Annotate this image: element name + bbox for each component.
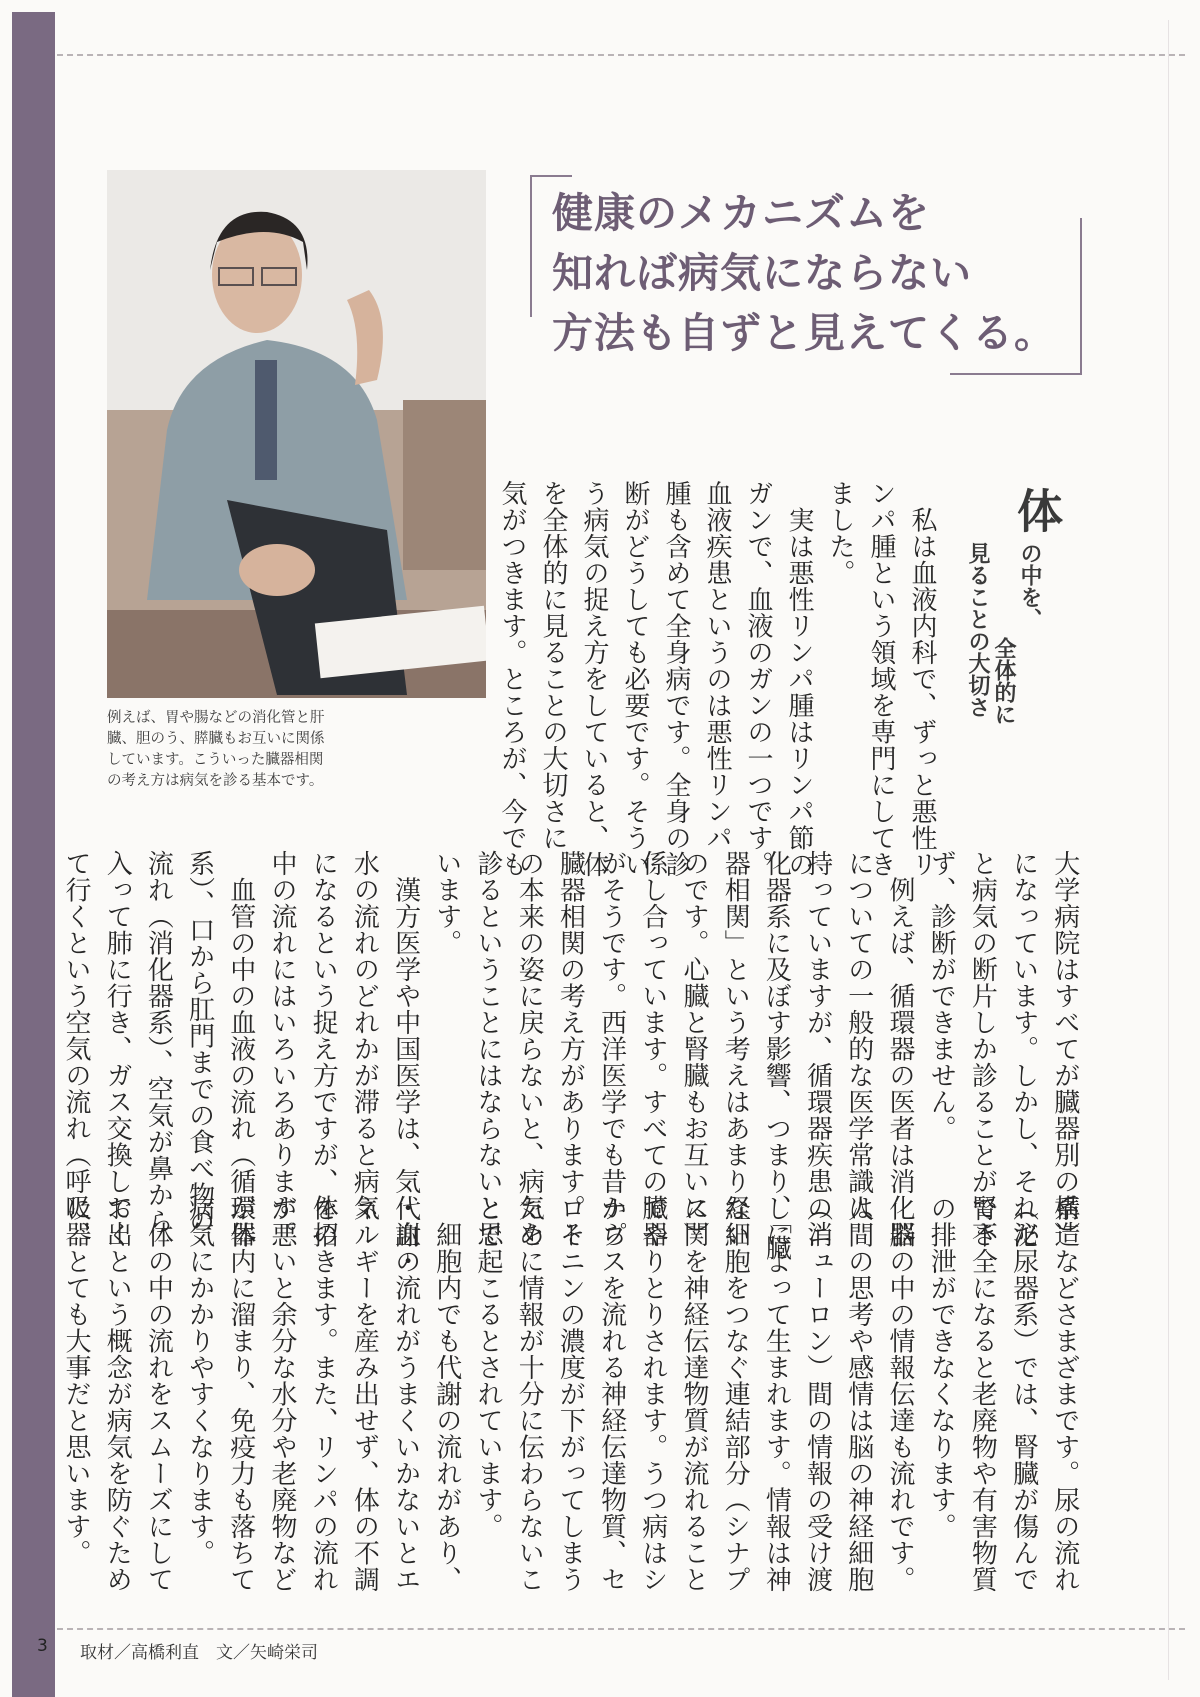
article-text-line: ために情報が十分に伝わらないこ [514,1195,545,1593]
caption-line: 臓、胆のう、膵臓もお互いに関係 [107,731,325,747]
article-text-line: ス）を神経伝達物質が流れること [679,1195,709,1593]
article-text-line: 持っていますが、循環器疾患の消 [802,850,833,1248]
article-text-line: （泌尿器系）では、腎臓が傷んで [1008,1195,1039,1593]
article-text-line: 気がつきます。ところが、今でも [497,480,527,878]
article-text-line: でやりとりされます。うつ病はシ [637,1195,668,1593]
article-text-line: を全体的に見ることの大切さに [538,480,568,851]
headline-line: 知れば病気にならない [552,249,972,297]
article-text-line: しによって生まれます。情報は神 [761,1195,792,1593]
article-text-line: ンパ腫という領域を専門にしてき [866,480,896,878]
article-text-line: おくという概念が病気を防ぐため [102,1195,133,1593]
article-text-line: を招きます。また、リンパの流れ [308,1195,339,1593]
article-text-line: に、とても大事だと思います。 [61,1195,91,1566]
top-dashed-rule [57,54,1185,56]
article-text-line: 細胞内でも代謝の流れがあり、 [431,1195,462,1593]
article-text-line: の本来の姿に戻らないと、病気を [514,850,545,1248]
left-accent-bar [12,12,55,1697]
article-text-line: が体内に溜まり、免疫力も落ちて [225,1195,256,1593]
subheading-part-3: 見ることの大切さ [965,542,990,718]
article-text-line: についての一般的な医学常識は [843,850,874,1221]
article-text-line: て行くという空気の流れ（呼吸器 [61,850,91,1248]
photo-caption [107,708,492,792]
article-text-line: 大学病院はすべてが臓器別の構造 [1049,850,1080,1248]
subheading-part-2: 全体的に [991,637,1016,725]
article-text-line: 中の流れにはいろいろあります。 [267,850,297,1248]
article-text-line: ネルギーを産み出せず、体の不調 [349,1195,380,1593]
article-text-line: 経細胞をつなぐ連結部分（シナプ [720,1195,751,1593]
article-text-line: 腫も含めて全身病です。全身の診 [661,480,691,878]
article-text-line: 臓器相関の考え方があります。そ [555,850,586,1248]
article-text-line: とで起こるとされています。 [473,1195,503,1540]
article-text-line: う病気の捉え方をしていると、体 [579,480,609,878]
article-text-line: ガンで、血液のガンの一つです。 [743,480,773,878]
article-text-line: います。 [431,850,462,956]
interview-photo [107,170,486,698]
caption-line: 例えば、胃や腸などの消化管と肝 [107,710,325,726]
article-text-line: 実は悪性リンパ腫はリンパ節の [784,480,814,878]
article-text-line: 化器系に及ぼす影響、つまり、「臓 [761,850,792,1261]
article-text-line: 体の中の流れをスムーズにして [143,1195,174,1593]
article-text-line: 入って肺に行き、ガス交換して出 [102,850,133,1248]
article-text-line: ず、診断ができません。 [926,850,957,1142]
article-text-line: 腎不全になると老廃物や有害物質 [967,1195,998,1593]
article-text-line: 器相関」という考えはあまりない [720,850,751,1248]
page-edge-line [1168,20,1169,1680]
article-text-line: 流れ（消化器系）、空気が鼻から [143,850,174,1235]
article-text-line: になるという捉え方ですが、体の [308,850,339,1248]
bottom-dashed-rule [57,1628,1185,1630]
article-text-line: 人間の思考や感情は脳の神経細胞 [843,1195,874,1593]
article-text-line: 例えば、循環器の医者は消化器 [885,850,915,1248]
article-text-line: 水の流れのどれかが滞ると病気 [349,850,380,1221]
headline-block [530,175,1082,375]
headline-line: 方法も自ずと見えてくる。 [552,309,1056,357]
subheading-part-1: の中を、 [1017,542,1042,630]
article-text-line: 血管の中の血液の流れ（循環器 [225,850,256,1248]
interview-photo-drawing [107,170,486,698]
article-text-line: がそうです。西洋医学でも昔から [596,850,627,1248]
article-text-line: のです。心臓と腎臓もお互いに関 [679,850,709,1248]
article-text-line: 系）、口から肛門までの食べ物の [184,850,215,1235]
article-text-line: 診るということにはならないと思 [473,850,503,1248]
article-text-line: 代謝の流れがうまくいかないとエ [390,1195,421,1593]
article-text-line: 病気にかかりやすくなります。 [184,1195,215,1566]
article-text-line: 断がどうしても必要です。そうい [620,480,650,878]
article-text-line: 系）などさまざまです。尿の流れ [1049,1195,1080,1593]
article-text-line: ナプスを流れる神経伝達物質、セ [596,1195,627,1593]
article-text-line: 血液疾患というのは悪性リンパ [702,480,732,851]
article-text-line: 私は血液内科で、ずっと悪性リ [907,480,937,878]
article-text-line: と病気の断片しか診ることができ [967,850,998,1248]
article-text-line: 脳の中の情報伝達も流れです。 [885,1195,915,1593]
section-subheading [965,487,1102,757]
caption-line: しています。こういった臓器相関 [107,752,324,768]
page-number: 3 [37,1636,48,1656]
article-text-line: ました。 [825,480,855,586]
article-text-line: になっています。しかし、それだ [1008,850,1039,1248]
headline-line: 健康のメカニズムを [552,189,930,237]
article-text-line: の排泄ができなくなります。 [926,1195,957,1540]
article-text-line: ロトニンの濃度が下がってしまう [555,1195,586,1593]
article-text-line: （ニューロン）間の情報の受け渡 [802,1195,833,1593]
caption-line: の考え方は病気を診る基本です。 [107,773,324,789]
article-text-line: 漢方医学や中国医学は、気・血・ [390,850,421,1274]
credits: 取材／高橋利直 文／矢崎栄司 [80,1643,318,1663]
article-text-line: 係し合っています。すべての臓器 [637,850,668,1248]
article-text-line: が悪いと余分な水分や老廃物など [267,1195,297,1593]
subheading-large-char: 体 [1010,487,1064,533]
